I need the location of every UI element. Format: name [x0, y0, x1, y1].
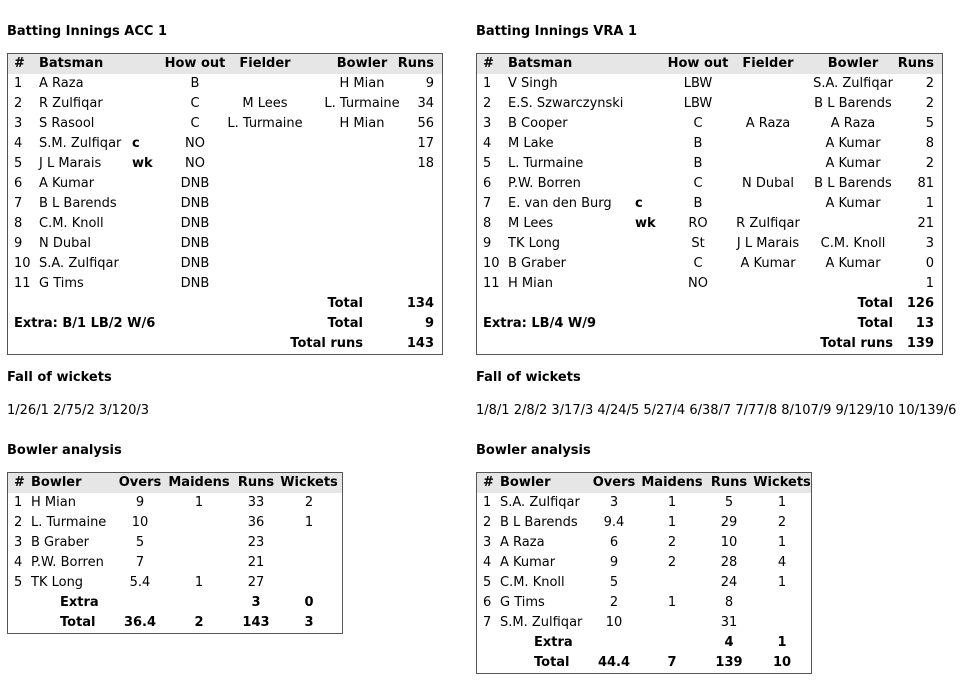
batsman-name: G Tims — [39, 276, 84, 291]
bowling-header-row — [477, 473, 811, 493]
fielder-name: J L Marais — [736, 236, 800, 251]
bowler-name: A Kumar — [825, 196, 881, 211]
how-out: NO — [688, 276, 708, 291]
batsman-row — [477, 154, 942, 174]
total-runs-label: Total runs — [290, 336, 363, 351]
total-value: 126 — [906, 296, 934, 311]
batsman-row — [8, 274, 442, 294]
bowler-runs: 24 — [720, 575, 738, 590]
header-num: # — [14, 475, 25, 490]
batsman-name: H Mian — [508, 276, 553, 291]
bowling-extra-runs: 4 — [724, 635, 734, 650]
batsman-row — [477, 234, 942, 254]
how-out: B — [693, 196, 703, 211]
header-wickets: Wickets — [753, 475, 811, 490]
batsman-name: B Cooper — [508, 116, 568, 131]
bowler-row — [8, 533, 342, 553]
extras-row — [477, 314, 942, 334]
batsman-number: 5 — [14, 156, 23, 171]
bowler-wickets: 1 — [777, 535, 787, 550]
bowler-row — [477, 573, 811, 593]
how-out: B — [190, 76, 200, 91]
batsman-number: 3 — [483, 116, 492, 131]
batting-header-row — [8, 54, 442, 74]
batting-table — [476, 53, 943, 355]
batting-total-row — [8, 294, 442, 314]
header-wickets: Wickets — [280, 475, 338, 490]
batsman-row — [8, 114, 442, 134]
bowler-row — [477, 513, 811, 533]
bowling-table — [7, 472, 343, 634]
bowler-wickets: 1 — [304, 515, 314, 530]
bowler-name: H Mian — [339, 116, 385, 131]
batsman-number: 9 — [483, 236, 492, 251]
how-out: DNB — [180, 276, 210, 291]
extras-row — [8, 314, 442, 334]
bowler-wickets: 1 — [777, 495, 787, 510]
bowling-extra-label: Extra — [60, 595, 99, 610]
batsman-role: c — [635, 196, 643, 211]
bowler-row — [8, 493, 342, 513]
bowler-name: A Raza — [500, 535, 545, 550]
bowler-name: H Mian — [339, 76, 385, 91]
bowler-overs: 5.4 — [129, 575, 151, 590]
extras-breakdown: Extra: LB/4 W/9 — [483, 316, 597, 331]
bowler-name: C.M. Knoll — [820, 236, 886, 251]
bowler-name: G Tims — [500, 595, 545, 610]
batsman-runs: 2 — [925, 76, 934, 91]
bowler-name: L. Turmaine — [324, 96, 400, 111]
bowler-row — [477, 553, 811, 573]
how-out: C — [693, 176, 703, 191]
batsman-runs: 81 — [917, 176, 934, 191]
batsman-row — [477, 114, 942, 134]
total-value: 134 — [406, 296, 434, 311]
extras-total-label: Total — [327, 316, 363, 331]
batsman-runs: 17 — [417, 136, 434, 151]
batsman-row — [8, 94, 442, 114]
batsman-name: C.M. Knoll — [39, 216, 104, 231]
bowler-runs: 33 — [247, 495, 265, 510]
bowler-overs: 6 — [609, 535, 619, 550]
bowler-name: A Kumar — [825, 156, 881, 171]
bowler-overs: 5 — [135, 535, 145, 550]
batsman-runs: 21 — [917, 216, 934, 231]
header-runs: Runs — [237, 475, 275, 490]
bowler-runs: 36 — [247, 515, 265, 530]
batsman-name: S Rasool — [39, 116, 95, 131]
batsman-number: 4 — [14, 136, 23, 151]
batsman-number: 8 — [483, 216, 492, 231]
header-num: # — [483, 475, 494, 490]
header-overs: Overs — [118, 475, 162, 490]
bowling-total-maidens: 7 — [667, 655, 677, 670]
fielder-name: A Kumar — [740, 256, 796, 271]
batsman-name: L. Turmaine — [508, 156, 584, 171]
bowler-runs: 27 — [247, 575, 265, 590]
bowling-extra-wickets: 0 — [304, 595, 314, 610]
bowler-name: A Raza — [830, 116, 876, 131]
batsman-name: P.W. Borren — [508, 176, 581, 191]
batsman-number: 11 — [483, 276, 500, 291]
batsman-row — [477, 174, 942, 194]
how-out: NO — [185, 136, 205, 151]
how-out: C — [190, 96, 200, 111]
batsman-name: S.M. Zulfiqar — [39, 136, 122, 151]
batsman-name: R Zulfiqar — [39, 96, 103, 111]
batsman-runs: 8 — [925, 136, 934, 151]
bowler-maidens: 1 — [667, 495, 677, 510]
batsman-row — [8, 254, 442, 274]
batsman-row — [477, 214, 942, 234]
bowler-name: S.M. Zulfiqar — [500, 615, 583, 630]
total-runs-row — [477, 334, 942, 354]
bowling-table — [476, 472, 812, 674]
batsman-row — [477, 274, 942, 294]
bowling-extra-label: Extra — [534, 635, 573, 650]
batsman-row — [477, 134, 942, 154]
bowler-row — [477, 593, 811, 613]
bowling-total-overs: 36.4 — [123, 615, 157, 630]
bowler-wickets: 1 — [777, 575, 787, 590]
batsman-name: A Raza — [39, 76, 84, 91]
batsman-role: wk — [132, 156, 153, 171]
header-how-out: How out — [164, 56, 226, 71]
batsman-number: 7 — [14, 196, 23, 211]
bowler-name: S.A. Zulfiqar — [500, 495, 580, 510]
extras-total-value: 13 — [915, 316, 934, 331]
total-runs-row — [8, 334, 442, 354]
bowling-total-label: Total — [534, 655, 570, 670]
batsman-row — [8, 134, 442, 154]
bowler-runs: 29 — [720, 515, 738, 530]
bowler-overs: 9 — [135, 495, 145, 510]
bowler-number: 6 — [483, 595, 492, 610]
batsman-number: 1 — [14, 76, 23, 91]
batsman-row — [8, 74, 442, 94]
bowling-extra-wickets: 1 — [777, 635, 787, 650]
batsman-number: 7 — [483, 196, 492, 211]
batsman-name: B Graber — [508, 256, 567, 271]
batsman-name: N Dubal — [39, 236, 91, 251]
header-runs: Runs — [397, 56, 434, 71]
bowler-number: 5 — [14, 575, 23, 590]
bowler-name: C.M. Knoll — [500, 575, 565, 590]
batsman-runs: 2 — [925, 156, 934, 171]
header-overs: Overs — [592, 475, 636, 490]
batsman-runs: 3 — [925, 236, 934, 251]
bowler-name: TK Long — [31, 575, 84, 590]
how-out: LBW — [683, 96, 713, 111]
total-runs-value: 139 — [906, 336, 934, 351]
batsman-number: 10 — [14, 256, 31, 271]
batsman-number: 1 — [483, 76, 492, 91]
bowler-name: L. Turmaine — [31, 515, 107, 530]
bowling-extra-runs: 3 — [251, 595, 261, 610]
fall-of-wickets-title: Fall of wickets — [7, 370, 112, 385]
how-out: St — [691, 236, 705, 251]
batsman-role: wk — [635, 216, 656, 231]
batsman-name: M Lees — [508, 216, 554, 231]
total-runs-label: Total runs — [820, 336, 893, 351]
bowling-total-wickets: 3 — [304, 615, 314, 630]
batsman-row — [8, 214, 442, 234]
how-out: C — [693, 256, 703, 271]
batsman-name: B L Barends — [39, 196, 117, 211]
bowler-row — [8, 513, 342, 533]
batsman-number: 9 — [14, 236, 23, 251]
bowling-total-overs: 44.4 — [597, 655, 631, 670]
bowling-total-row — [477, 653, 811, 673]
total-runs-value: 143 — [406, 336, 434, 351]
bowler-name: A Kumar — [825, 136, 881, 151]
batsman-number: 6 — [14, 176, 23, 191]
batsman-name: TK Long — [508, 236, 561, 251]
bowler-number: 1 — [14, 495, 23, 510]
bowling-total-label: Total — [60, 615, 96, 630]
bowler-overs: 10 — [131, 515, 149, 530]
total-label: Total — [857, 296, 893, 311]
innings-title: Batting Innings ACC 1 — [7, 24, 167, 39]
bowler-maidens: 1 — [667, 595, 677, 610]
header-bowler: Bowler — [336, 56, 388, 71]
bowler-number: 3 — [14, 535, 23, 550]
batsman-row — [8, 234, 442, 254]
batsman-row — [477, 74, 942, 94]
header-maidens: Maidens — [168, 475, 230, 490]
extras-total-label: Total — [857, 316, 893, 331]
bowler-number: 7 — [483, 615, 492, 630]
how-out: C — [693, 116, 703, 131]
header-bowler: Bowler — [31, 475, 82, 490]
batsman-row — [477, 254, 942, 274]
bowler-analysis-title: Bowler analysis — [7, 443, 122, 458]
batting-header-row — [477, 54, 942, 74]
bowler-number: 1 — [483, 495, 492, 510]
bowler-overs: 3 — [609, 495, 619, 510]
bowler-row — [477, 533, 811, 553]
header-bowler: Bowler — [500, 475, 551, 490]
bowling-header-row — [8, 473, 342, 493]
bowler-runs: 21 — [247, 555, 265, 570]
bowler-overs: 7 — [135, 555, 145, 570]
how-out: DNB — [180, 236, 210, 251]
header-maidens: Maidens — [641, 475, 703, 490]
batsman-name: J L Marais — [39, 156, 102, 171]
bowler-name: B Graber — [31, 535, 90, 550]
fielder-name: N Dubal — [742, 176, 794, 191]
how-out: RO — [688, 216, 708, 231]
batsman-runs: 1 — [925, 276, 934, 291]
batsman-number: 8 — [14, 216, 23, 231]
extras-breakdown: Extra: B/1 LB/2 W/6 — [14, 316, 156, 331]
bowler-name: P.W. Borren — [31, 555, 104, 570]
bowling-extra-row — [477, 633, 811, 653]
batsman-runs: 1 — [925, 196, 934, 211]
batsman-number: 3 — [14, 116, 23, 131]
batsman-name: E. van den Burg — [508, 196, 612, 211]
bowler-maidens: 2 — [667, 535, 677, 550]
how-out: B — [693, 136, 703, 151]
bowler-overs: 10 — [605, 615, 623, 630]
batsman-name: A Kumar — [39, 176, 95, 191]
batsman-number: 2 — [14, 96, 23, 111]
bowler-overs: 2 — [609, 595, 619, 610]
bowler-runs: 8 — [724, 595, 734, 610]
batsman-number: 2 — [483, 96, 492, 111]
fielder-name: M Lees — [242, 96, 288, 111]
bowler-number: 2 — [483, 515, 492, 530]
extras-total-value: 9 — [424, 316, 434, 331]
batsman-row — [8, 174, 442, 194]
header-batsman: Batsman — [508, 56, 573, 71]
batsman-runs: 2 — [925, 96, 934, 111]
bowler-overs: 9.4 — [603, 515, 625, 530]
bowler-number: 4 — [483, 555, 492, 570]
batsman-row — [8, 194, 442, 214]
bowler-runs: 10 — [720, 535, 738, 550]
batsman-number: 6 — [483, 176, 492, 191]
bowler-name: B L Barends — [814, 96, 892, 111]
bowling-total-maidens: 2 — [194, 615, 204, 630]
bowler-row — [8, 553, 342, 573]
fall-of-wickets-text: 1/26/1 2/75/2 3/120/3 — [7, 403, 150, 418]
batsman-runs: 34 — [417, 96, 434, 111]
batsman-role: c — [132, 136, 140, 151]
innings-title: Batting Innings VRA 1 — [476, 24, 637, 39]
bowler-row — [8, 573, 342, 593]
how-out: DNB — [180, 256, 210, 271]
bowling-total-runs: 139 — [715, 655, 743, 670]
batsman-runs: 0 — [925, 256, 934, 271]
fielder-name: R Zulfiqar — [736, 216, 800, 231]
how-out: LBW — [683, 76, 713, 91]
header-runs: Runs — [710, 475, 748, 490]
bowling-extra-row — [8, 593, 342, 613]
header-num: # — [483, 56, 494, 71]
bowler-name: A Kumar — [500, 555, 556, 570]
bowler-maidens: 1 — [194, 575, 204, 590]
fielder-name: L. Turmaine — [227, 116, 303, 131]
batsman-row — [477, 194, 942, 214]
bowling-total-runs: 143 — [242, 615, 270, 630]
bowling-total-wickets: 10 — [772, 655, 792, 670]
bowler-number: 4 — [14, 555, 23, 570]
bowler-runs: 28 — [720, 555, 738, 570]
bowler-row — [477, 493, 811, 513]
header-fielder: Fielder — [742, 56, 794, 71]
batsman-runs: 56 — [417, 116, 434, 131]
batsman-name: M Lake — [508, 136, 554, 151]
batsman-number: 10 — [483, 256, 500, 271]
batsman-number: 11 — [14, 276, 31, 291]
batsman-runs: 18 — [417, 156, 434, 171]
batsman-runs: 5 — [925, 116, 934, 131]
batsman-name: S.A. Zulfiqar — [39, 256, 119, 271]
bowler-wickets: 2 — [777, 515, 787, 530]
bowler-name: A Kumar — [825, 256, 881, 271]
bowler-number: 5 — [483, 575, 492, 590]
bowler-row — [477, 613, 811, 633]
how-out: B — [693, 156, 703, 171]
bowler-maidens: 1 — [667, 515, 677, 530]
batsman-row — [8, 154, 442, 174]
how-out: DNB — [180, 176, 210, 191]
fall-of-wickets-text: 1/8/1 2/8/2 3/17/3 4/24/5 5/27/4 6/38/7 7/77/8 8/107/9 9/129/10 10/139/6 — [476, 403, 957, 418]
header-how-out: How out — [667, 56, 729, 71]
batting-total-row — [477, 294, 942, 314]
bowler-wickets: 2 — [304, 495, 314, 510]
bowler-maidens: 1 — [194, 495, 204, 510]
bowler-analysis-title: Bowler analysis — [476, 443, 591, 458]
bowling-total-row — [8, 613, 342, 633]
batsman-row — [477, 94, 942, 114]
batting-table — [7, 53, 443, 355]
header-num: # — [14, 56, 25, 71]
batsman-name: V Singh — [508, 76, 558, 91]
how-out: NO — [185, 156, 205, 171]
batsman-number: 4 — [483, 136, 492, 151]
header-runs: Runs — [897, 56, 934, 71]
total-label: Total — [327, 296, 363, 311]
fielder-name: A Raza — [745, 116, 791, 131]
header-fielder: Fielder — [239, 56, 291, 71]
bowler-overs: 5 — [609, 575, 619, 590]
bowler-maidens: 2 — [667, 555, 677, 570]
batsman-name: E.S. Szwarczynski — [508, 96, 624, 111]
how-out: DNB — [180, 216, 210, 231]
bowler-name: B L Barends — [500, 515, 578, 530]
header-bowler: Bowler — [827, 56, 879, 71]
bowler-runs: 5 — [724, 495, 734, 510]
bowler-wickets: 4 — [777, 555, 787, 570]
batsman-runs: 9 — [425, 76, 434, 91]
bowler-number: 2 — [14, 515, 23, 530]
bowler-name: H Mian — [31, 495, 76, 510]
bowler-name: S.A. Zulfiqar — [813, 76, 893, 91]
bowler-number: 3 — [483, 535, 492, 550]
bowler-name: B L Barends — [814, 176, 892, 191]
how-out: DNB — [180, 196, 210, 211]
header-batsman: Batsman — [39, 56, 104, 71]
how-out: C — [190, 116, 200, 131]
bowler-runs: 31 — [720, 615, 738, 630]
batsman-number: 5 — [483, 156, 492, 171]
bowler-overs: 9 — [609, 555, 619, 570]
bowler-runs: 23 — [247, 535, 265, 550]
fall-of-wickets-title: Fall of wickets — [476, 370, 581, 385]
